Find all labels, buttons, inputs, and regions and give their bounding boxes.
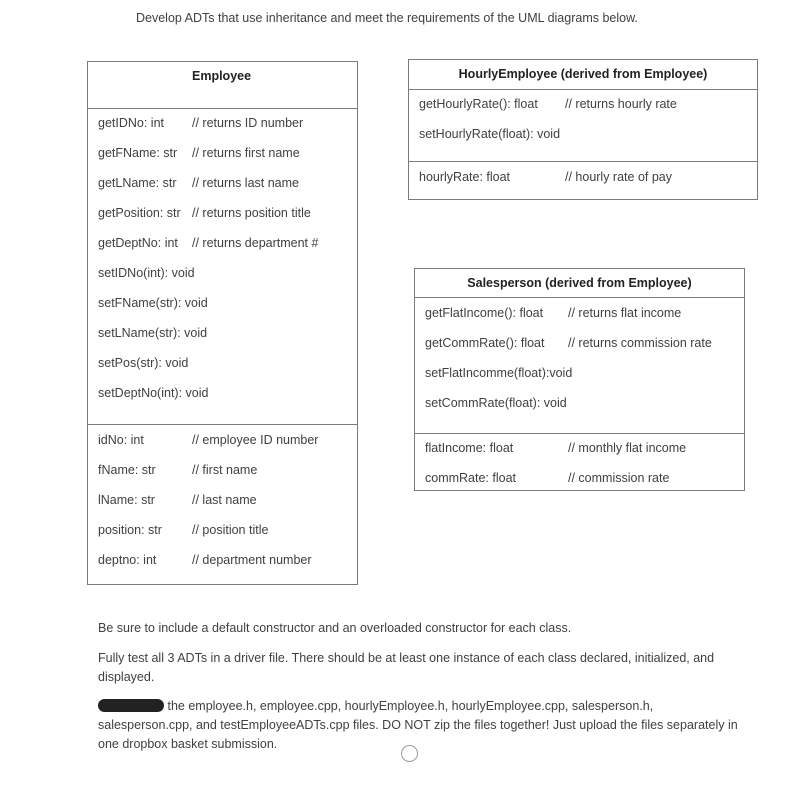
method-comment: // returns ID number (192, 116, 304, 130)
salesperson-class-box (414, 268, 745, 491)
attribute-signature: position: str (98, 523, 162, 537)
method-comment: // returns commission rate (568, 336, 712, 350)
method-comment: // returns department # (192, 236, 319, 250)
method-signature: setLName(str): void (98, 326, 208, 340)
attribute-comment: // last name (192, 493, 257, 507)
hourly-employee-class-title: HourlyEmployee (derived from Employee) (458, 67, 708, 81)
method-signature: setFlatIncomme(float):void (425, 366, 573, 380)
constructor-note: Be sure to include a default constructor and an overloaded constructor for each class. (98, 621, 572, 635)
salesperson-class-title: Salesperson (derived from Employee) (467, 276, 692, 290)
method-signature: getCommRate(): float (425, 336, 545, 350)
employee-class-header (88, 62, 357, 109)
method-signature: getIDNo: int (98, 116, 165, 130)
method-signature: setDeptNo(int): void (98, 386, 209, 400)
attribute-signature: fName: str (98, 463, 156, 477)
attribute-signature: deptno: int (98, 553, 157, 567)
intro-text: Develop ADTs that use inheritance and meet the requirements of the UML diagrams below. (136, 11, 638, 25)
submit-note (98, 697, 748, 754)
attribute-signature: lName: str (98, 493, 155, 507)
method-signature: getFlatIncome(): float (425, 306, 544, 320)
method-signature: getPosition: str (98, 206, 181, 220)
attribute-signature: commRate: float (425, 471, 517, 485)
submit-note-text: the employee.h, employee.cpp, hourlyEmployee.h, hourlyEmployee.cpp, salesperson.h, salesperson.cpp, and testEmployeeADTs.cpp files. DO NOT zip the files together! Just upload the files separately in one dropbox basket submission. (98, 699, 738, 751)
employee-class-box (87, 61, 358, 585)
hourly-employee-class-box (408, 59, 758, 200)
method-signature: setFName(str): void (98, 296, 208, 310)
employee-attribute-divider (88, 424, 357, 425)
method-comment: // returns position title (192, 206, 311, 220)
attribute-signature: idNo: int (98, 433, 144, 447)
redacted-word (98, 699, 164, 712)
method-signature: getLName: str (98, 176, 177, 190)
method-signature: setCommRate(float): void (425, 396, 567, 410)
attribute-signature: flatIncome: float (425, 441, 514, 455)
method-signature: getDeptNo: int (98, 236, 178, 250)
method-comment: // returns last name (192, 176, 299, 190)
employee-class-title: Employee (192, 69, 252, 83)
method-signature: setHourlyRate(float): void (419, 127, 561, 141)
attribute-comment: // hourly rate of pay (565, 170, 673, 184)
method-comment: // returns flat income (568, 306, 682, 320)
method-comment: // returns first name (192, 146, 300, 160)
salesperson-class-header (415, 269, 744, 298)
method-signature: getHourlyRate(): float (419, 97, 538, 111)
hourly-employee-class-header (409, 60, 757, 90)
hourly-employee-attribute-divider (409, 161, 757, 162)
attribute-signature: hourlyRate: float (419, 170, 511, 184)
attribute-comment: // employee ID number (192, 433, 319, 447)
method-signature: setIDNo(int): void (98, 266, 195, 280)
attribute-comment: // monthly flat income (568, 441, 687, 455)
test-note: Fully test all 3 ADTs in a driver file. There should be at least one instance of each class declared, initialized, and displayed. (98, 651, 715, 684)
radio-circle[interactable] (401, 745, 418, 762)
salesperson-attribute-divider (415, 433, 744, 434)
method-signature: setPos(str): void (98, 356, 189, 370)
attribute-comment: // commission rate (568, 471, 670, 485)
attribute-comment: // first name (192, 463, 258, 477)
method-signature: getFName: str (98, 146, 178, 160)
method-comment: // returns hourly rate (565, 97, 677, 111)
attribute-comment: // department number (192, 553, 312, 567)
attribute-comment: // position title (192, 523, 269, 537)
